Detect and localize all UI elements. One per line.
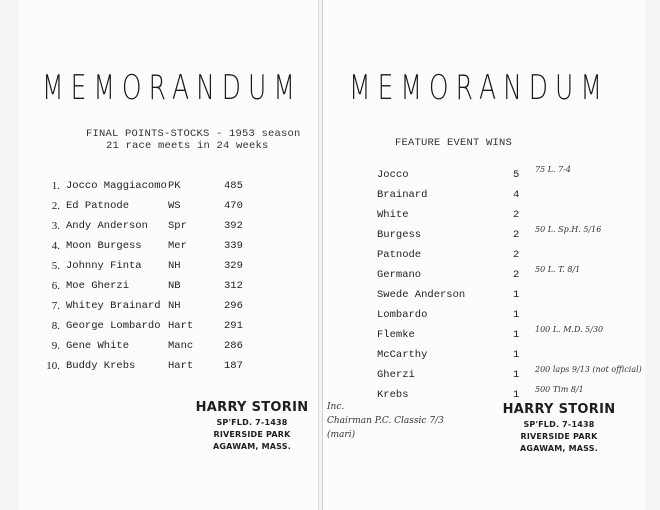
track-code: WS — [168, 200, 181, 212]
storin-stamp — [489, 402, 629, 453]
win-count: 1 — [513, 329, 520, 341]
win-count: 4 — [513, 189, 520, 201]
track-code: Hart — [168, 320, 194, 332]
driver-name: Jocco — [377, 169, 409, 181]
driver-name: Brainard — [377, 189, 428, 201]
handwritten-annotation: Inc. Chairman P.C. Classic 7/3 (mari) — [327, 402, 444, 440]
stamp-place: RIVERSIDE PARK — [520, 432, 598, 441]
track-code: Manc — [168, 340, 194, 352]
track-code: Spr — [168, 220, 187, 232]
stamp-name: HARRY STORIN — [195, 400, 309, 415]
driver-name: Gene White — [66, 340, 130, 352]
handwritten-note: 500 Tim 8/1 — [535, 385, 584, 394]
points-value: 339 — [224, 240, 243, 252]
win-count: 2 — [513, 229, 520, 241]
wins-header: FEATURE EVENT WINS — [395, 137, 513, 149]
points-header-line2: 21 race meets in 24 weeks — [106, 140, 269, 152]
driver-name: Flemke — [377, 329, 415, 341]
handwritten-note: 75 L. 7-4 — [535, 165, 572, 174]
points-value: 291 — [224, 320, 243, 332]
driver-name: Gherzi — [377, 369, 415, 381]
rank-number: 10. — [46, 360, 60, 372]
stamp-name: HARRY STORIN — [502, 402, 616, 417]
points-value: 296 — [224, 300, 243, 312]
win-count: 1 — [513, 369, 520, 381]
stamp-town: AGAWAM, MASS. — [520, 444, 598, 453]
handwritten-note: 50 L. T. 8/1 — [535, 265, 581, 274]
track-code: Mer — [168, 240, 187, 252]
rank-number: 5. — [51, 260, 60, 272]
win-count: 1 — [513, 349, 520, 361]
stamp-town: AGAWAM, MASS. — [213, 442, 291, 451]
driver-name: White — [377, 209, 409, 221]
stamp-phone: SP'FLD. 7-1438 — [523, 420, 595, 429]
track-code: NH — [168, 260, 181, 272]
win-count: 2 — [513, 269, 520, 281]
driver-name: Moe Gherzi — [66, 280, 130, 292]
points-value: 286 — [224, 340, 243, 352]
win-count: 2 — [513, 209, 520, 221]
track-code: PK — [168, 180, 181, 192]
points-header-line1: FINAL POINTS-STOCKS - 1953 season — [86, 128, 301, 140]
handwritten-note: 200 laps 9/13 (not official) — [535, 365, 642, 374]
win-count: 1 — [513, 289, 520, 301]
memo-title: MEMORANDUM — [349, 68, 609, 108]
driver-name: McCarthy — [377, 349, 428, 361]
wins-memo-sheet — [322, 0, 645, 510]
points-value: 470 — [224, 200, 243, 212]
points-value: 312 — [224, 280, 243, 292]
win-count: 1 — [513, 309, 520, 321]
points-value: 485 — [224, 180, 243, 192]
driver-name: George Lombardo — [66, 320, 161, 332]
rank-number: 1. — [51, 180, 60, 192]
memo-title: MEMORANDUM — [42, 68, 302, 108]
driver-name: Buddy Krebs — [66, 360, 136, 372]
points-value: 187 — [224, 360, 243, 372]
points-memo-sheet — [18, 0, 319, 510]
win-count: 5 — [513, 169, 520, 181]
rank-number: 7. — [51, 300, 60, 312]
rank-number: 4. — [51, 240, 60, 252]
driver-name: Lombardo — [377, 309, 428, 321]
win-count: 1 — [513, 389, 520, 401]
driver-name: Moon Burgess — [66, 240, 142, 252]
storin-stamp — [182, 400, 322, 451]
win-count: 2 — [513, 249, 520, 261]
driver-name: Burgess — [377, 229, 422, 241]
driver-name: Krebs — [377, 389, 409, 401]
rank-number: 3. — [51, 220, 60, 232]
driver-name: Ed Patnode — [66, 200, 130, 212]
rank-number: 6. — [51, 280, 60, 292]
driver-name: Germano — [377, 269, 422, 281]
driver-name: Patnode — [377, 249, 422, 261]
track-code: NB — [168, 280, 181, 292]
rank-number: 8. — [51, 320, 60, 332]
points-value: 329 — [224, 260, 243, 272]
stamp-phone: SP'FLD. 7-1438 — [216, 418, 288, 427]
points-value: 392 — [224, 220, 243, 232]
driver-name: Johnny Finta — [66, 260, 142, 272]
rank-number: 2. — [51, 200, 60, 212]
driver-name: Jocco Maggiacomo — [66, 180, 167, 192]
handwritten-note: 50 L. Sp.H. 5/16 — [535, 225, 602, 234]
rank-number: 9. — [51, 340, 60, 352]
track-code: Hart — [168, 360, 194, 372]
track-code: NH — [168, 300, 181, 312]
stamp-place: RIVERSIDE PARK — [213, 430, 291, 439]
driver-name: Andy Anderson — [66, 220, 148, 232]
driver-name: Swede Anderson — [377, 289, 466, 301]
handwritten-note: 100 L. M.D. 5/30 — [535, 325, 604, 334]
driver-name: Whitey Brainard — [66, 300, 161, 312]
